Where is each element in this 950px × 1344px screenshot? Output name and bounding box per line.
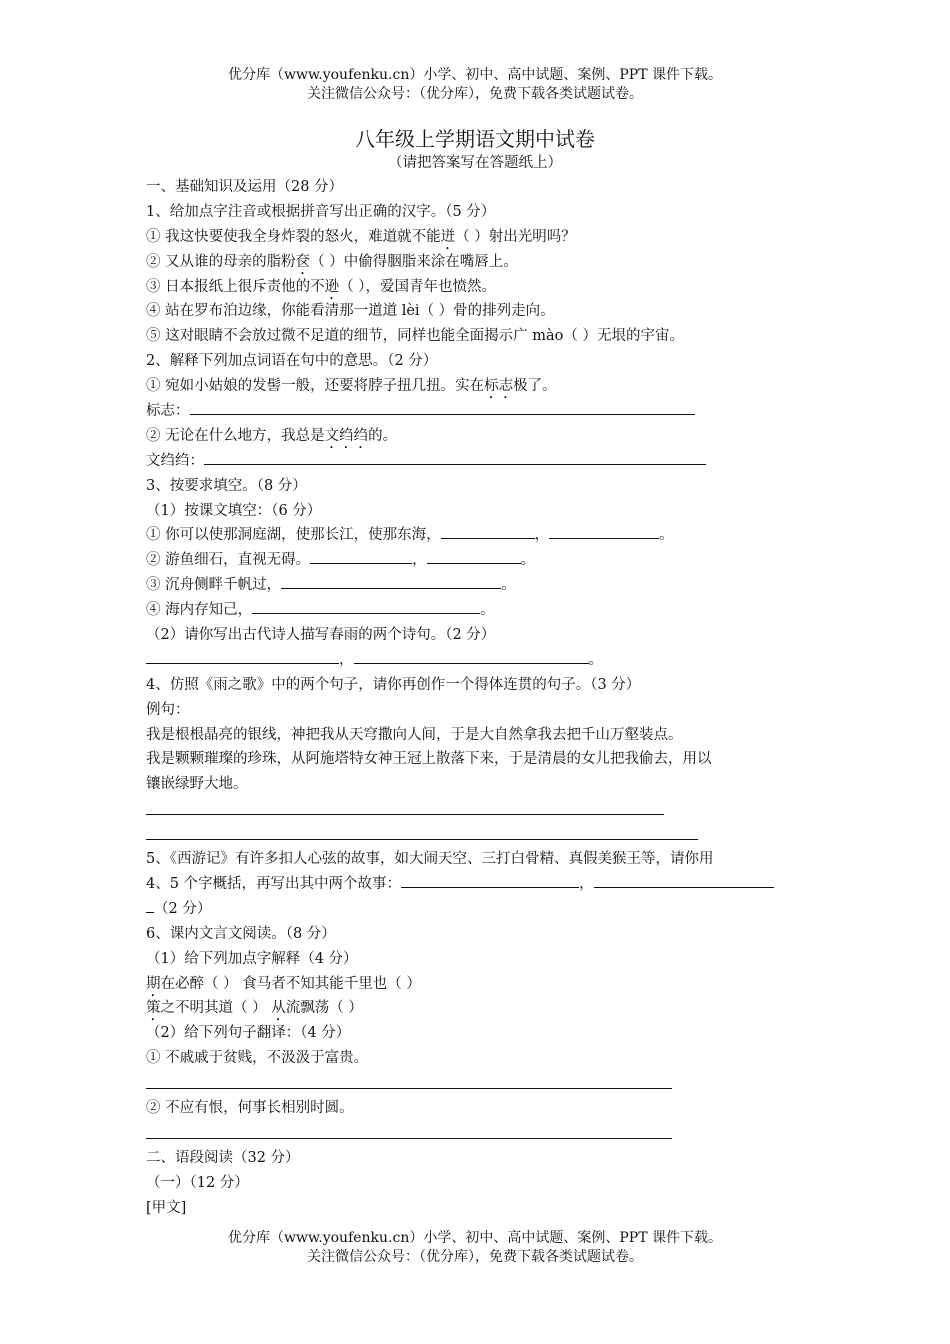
q5-line-3: （2 分）: [146, 897, 811, 922]
answer-blank[interactable]: [310, 548, 412, 564]
q4-stem: 4、仿照《雨之歌》中的两个句子，请你再创作一个得体连贯的句子。（3 分）: [146, 676, 641, 693]
section2-part: （一）（12 分）: [146, 1174, 249, 1191]
q1-item-1: ① 我这快要使我全身炸裂的怒火，难道就不能迸（ ）射出光明吗？: [146, 228, 576, 245]
q6-translate-1: ① 不戚戚于贫贱，不汲汲于富贵。: [146, 1050, 369, 1067]
answer-blank[interactable]: [441, 523, 535, 539]
answer-blank[interactable]: [146, 839, 698, 840]
q3-stem: 3、按要求填空。（8 分）: [146, 477, 307, 494]
answer-blank[interactable]: [594, 872, 774, 888]
q3-fill-2: ② 游鱼细石，直视无碍。 ， 。: [146, 548, 811, 573]
exam-title: 八年级上学期语文期中试卷: [355, 127, 595, 151]
section1-heading: 一、基础知识及运用（28 分）: [146, 179, 344, 195]
footer-line-1: 优分库（www.youfenku.cn）小学、初中、高中试题、案例、PPT 课件下载。: [227, 1230, 722, 1246]
q1-item-2: ② 又从谁的母亲的脂粉奁（ ）中偷得胭脂来涂在嘴唇上。: [146, 253, 518, 270]
exam-subtitle: （请把答案写在答题纸上）: [388, 155, 562, 171]
q5-line-1: 5、《西游记》有许多扣人心弦的故事，如大闹天空、三打白骨精、真假美猴王等，请你用: [146, 851, 714, 868]
header-line-1: 优分库（www.youfenku.cn）小学、初中、高中试题、案例、PPT 课件下载。: [227, 67, 722, 83]
q6-word-row-2: 策之不明其道（ ） 从流飘荡（ ）: [146, 1000, 363, 1017]
footer-line-2: 关注微信公众号：（优分库），免费下载各类试题试卷。: [307, 1249, 643, 1265]
q4-answer-line-1: [146, 797, 811, 822]
answer-blank[interactable]: [354, 648, 589, 664]
answer-blank[interactable]: [401, 872, 579, 888]
section2-label: [甲文]: [146, 1199, 187, 1216]
answer-blank[interactable]: [146, 1088, 672, 1089]
answer-blank[interactable]: [190, 399, 695, 415]
q1-item-3: ③ 日本报纸上很斥责他的不逊（ ），爱国青年也愤然。: [146, 278, 496, 295]
q6-part-2: （2）给下列句子翻译：（4 分）: [146, 1025, 351, 1042]
exam-content: [146, 175, 811, 1220]
q6-word-row-1: 期在必醉（ ） 食马者不知其能千里也（ ）: [146, 975, 421, 992]
q3-poem-blanks: ， 。: [146, 648, 811, 673]
answer-blank[interactable]: [146, 814, 664, 815]
q4-example-2a: 我是颗颗璀璨的珍珠，从阿施塔特女神王冠上散落下来，于是清晨的女儿把我偷去，用以: [146, 751, 712, 768]
section2-heading: 二、语段阅读（32 分）: [146, 1149, 300, 1166]
q6-part-1: （1）给下列加点字解释（4 分）: [146, 950, 358, 967]
page-footer: [0, 1229, 950, 1267]
q3-fill-4: ④ 海内存知己， 。: [146, 598, 811, 623]
q3-part-2: （2）请你写出古代诗人描写春雨的两个诗句。（2 分）: [146, 627, 496, 644]
answer-blank[interactable]: [252, 598, 480, 614]
q3-fill-1: ① 你可以使那洞庭湖，使那长江，使那东海， ， 。: [146, 523, 811, 548]
q1-stem: 1、给加点字注音或根据拼音写出正确的汉字。（5 分）: [146, 203, 496, 220]
q6-answer-line-1: [146, 1071, 811, 1096]
q4-answer-line-2: [146, 822, 811, 847]
q2-sentence-2: ② 无论在什么地方，我总是文绉绉的。: [146, 427, 398, 444]
answer-blank[interactable]: [427, 548, 521, 564]
q3-fill-3: ③ 沉舟侧畔千帆过， 。: [146, 573, 811, 598]
page-header: [0, 66, 950, 104]
q4-example-2b: 镶嵌绿野大地。: [146, 776, 248, 793]
q2-sentence-1: ① 宛如小姑娘的发髻一般，还要将脖子扭几扭。实在标志极了。: [146, 378, 557, 395]
answer-blank[interactable]: [146, 1138, 672, 1139]
answer-blank[interactable]: [281, 573, 501, 589]
q5-line-2: 4、5 个字概括，再写出其中两个故事： ，: [146, 872, 811, 897]
q1-item-4: ④ 站在罗布泊边缘，你能看清那一道道 lèi（ ）骨的排列走向。: [146, 303, 555, 320]
q6-answer-line-2: [146, 1121, 811, 1146]
q6-stem: 6、课内文言文阅读。（8 分）: [146, 925, 336, 942]
q1-item-5: ⑤ 这对眼睛不会放过微不足道的细节，同样也能全面揭示广 mào（ ）无垠的宇宙。: [146, 328, 684, 345]
q4-example-1: 我是根根晶亮的银线，神把我从天穹撒向人间，于是大自然拿我去把千山万壑装点。: [146, 726, 683, 743]
q3-part-1: （1）按课文填空：（6 分）: [146, 502, 322, 519]
answer-blank[interactable]: [549, 523, 659, 539]
q4-example-label: 例句：: [146, 701, 190, 718]
header-line-2: 关注微信公众号：（优分库），免费下载各类试题试卷。: [307, 86, 643, 102]
answer-blank[interactable]: [204, 449, 706, 465]
q2-answer-2: 文绉绉：: [146, 449, 811, 474]
answer-blank[interactable]: [146, 648, 339, 664]
q2-answer-1: 标志：: [146, 399, 811, 424]
q2-stem: 2、解释下列加点词语在句中的意思。（2 分）: [146, 353, 438, 370]
answer-blank[interactable]: [146, 897, 154, 913]
q6-translate-2: ② 不应有恨，何事长相别时圆。: [146, 1099, 354, 1116]
